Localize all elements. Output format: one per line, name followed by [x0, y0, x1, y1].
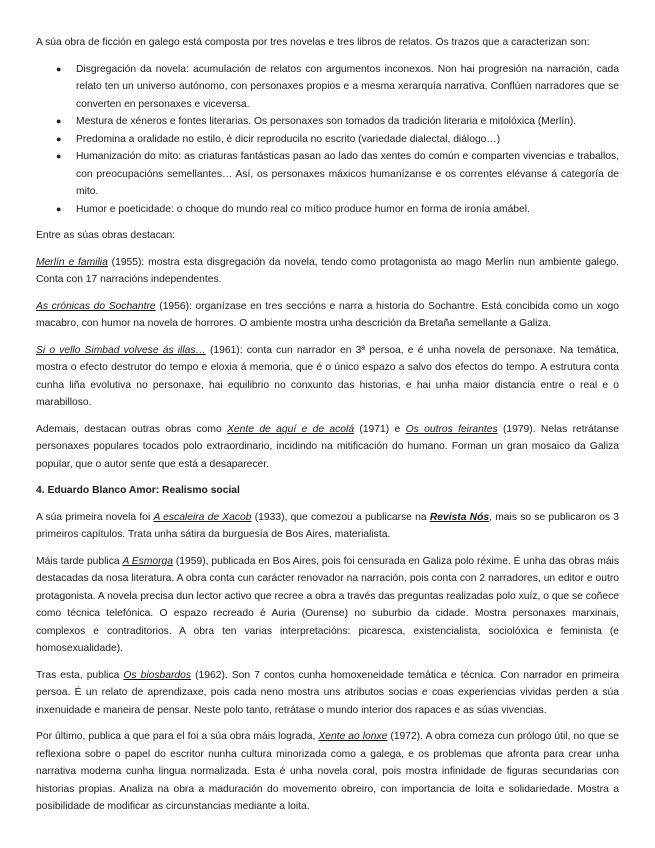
list-item: ● Predomina a oralidade no estilo, é dicir reproducila no escrito (variedade dialectal, diálogo…)	[76, 131, 619, 149]
work-title: Si o vello Simbad volvese ás illas…	[36, 344, 206, 356]
bullet-icon: ●	[56, 203, 62, 214]
lonxe-paragraph: Por último, publica a que para el foi a súa obra máis lograda, Xente ao lonxe (1972). A obra comeza cun prólogo útil, no que se reflexiona sobre o papel do escritor nunha cultura minorizada como a galega, e os problemas que afronta para crear unha narrativa moderna cunha lingua normalizada. Esta é unha novela coral, pois mostra infinidade de figuras secundarias con historias propias. Analiza na obra a maduración do movemento obreiro, con importancia de loita e solidariedade. Mostra a posibilidade de modificar as circunstancias mediante a loita.	[36, 731, 619, 812]
work-title: A Esmorga	[122, 555, 174, 567]
work-title: A escaleira de Xacob	[153, 511, 252, 523]
work-title: Os biosbardos	[123, 669, 192, 681]
work-title: Xente ao lonxe	[318, 731, 388, 742]
bullet-icon: ●	[56, 116, 62, 126]
bullet-icon: ●	[56, 151, 62, 161]
ademais-paragraph: Ademais, destacan outras obras como Xente de aquí e de acolá (1971) e Os outros feirantes (1979). Nelas retrátanse personaxes populares tocados polo extraordinario, incidindo na mitificación do humano. Forman un gran mosaico da Galiza popular, que o autor sente que está a desaparecer.	[36, 423, 619, 470]
simbad-paragraph: Si o vello Simbad volvese ás illas… (1961): conta cun narrador en 3ª persoa, e é unha novela de personaxe. Na temática, mostra o efecto destrutor do tempo e eloxia á memoria, que é o único espazo a salvo dos efectos do tempo. A estrutura conta cunha liña evolutiva no personaxe, hai equilibrio no conxunto das historias, e hai unha maior distancia entre o real e o marabilloso.	[36, 344, 619, 408]
sochantre-paragraph: As crónicas do Sochantre (1956): organízase en tres seccións e narra a historia do Sochantre. Está concibida como un xogo macabro, con humor na novela de horrores. O ambiente mostra unha descrición da Bretaña semellante a Galiza.	[36, 300, 619, 329]
section-heading: 4. Eduardo Blanco Amor: Realismo social	[36, 485, 240, 496]
list-item: ● Humanización do mito: as criaturas fantásticas pasan ao lado das xentes do común e comparten vivencias e traballos, con preocupacións semellantes… Así, os personaxes máxicos humanízanse e os correntes elévanse á categoría de mito.	[76, 148, 619, 201]
journal-title: Revista Nós	[429, 511, 490, 523]
list-item: ● Disgregación da novela: acumulación de relatos con argumentos inconexos. Non hai progresión na narración, cada relato ten un universo autónomo, con personaxes propios e a mesma xerarquía narrativa. Conflúen narradores que se converten en personaxes e viceversa.	[76, 61, 619, 114]
biosbardos-paragraph: Tras esta, publica Os biosbardos (1962). Son 7 contos cunha homoxeneidade temática e técnica. Con narrador en primeira persoa. É un relato de aprendizaxe, pois cada neno mostra uns atributos socias e coas experiencias vividas perden a súa inxenuidade e maneira de pensar. Neste polo tanto, retrátase o mundo interior dos rapaces e as súas vivencias.	[36, 669, 619, 716]
bullet-icon: ●	[56, 133, 62, 144]
works-intro: Entre as súas obras destacan:	[36, 230, 176, 241]
work-title: Os outros feirantes	[405, 423, 498, 435]
list-item: ● Humor e poeticidade: o choque do mundo real co mítico produce humor en forma de ironía amábel.	[76, 201, 619, 219]
list-item: ● Mestura de xéneros e fontes literarias. Os personaxes son tomados da tradición literaria e mitolóxica (Merlín).	[76, 113, 619, 131]
merlin-paragraph: Merlín e familia (1955): mostra esta disgregación da novela, tendo como protagonista ao mago Merlín nun ambiente galego. Conta con 17 narracións independentes.	[36, 256, 620, 285]
intro-paragraph: A súa obra de ficción en galego está composta por tres novelas e tres libros de relatos. Os trazos que a caracterizan son:	[36, 37, 590, 48]
work-title: Xente de aquí e de acolá	[227, 423, 355, 435]
traits-list	[36, 61, 619, 219]
esmorga-paragraph: Máis tarde publica A Esmorga (1959), publicada en Bos Aires, pois foi censurada en Galiza polo réxime. É unha das obras máis destacadas da nosa literatura. A obra conta cun carácter renovador na narración, pois conta con 2 narradores, un editor e outro protagonista. A novela precisa dun lector activo que recree a obra a través das preguntas realizadas polo xuíz, o que se coñece como técnica telefónica. O espazo recreado é Auria (Ourense) no suburbio da cidade. Mostra personaxes marxinais, complexos e contraditorios. A obra ten varias interpretacións: picaresca, existencialista, sociolóxica e feminista (e homosexualidade).	[36, 555, 619, 654]
xacob-paragraph: A súa primeira novela foi A escaleira de Xacob (1933), que comezou a publicarse na Revista Nós, mais so se publicaron os 3 primeiros capítulos. Trata unha sátira da burguesía de Bos Aires, materialista.	[36, 511, 619, 540]
bullet-icon: ●	[56, 63, 62, 74]
work-title: Merlín e familia	[36, 256, 108, 268]
work-title: As crónicas do Sochantre	[36, 300, 156, 312]
